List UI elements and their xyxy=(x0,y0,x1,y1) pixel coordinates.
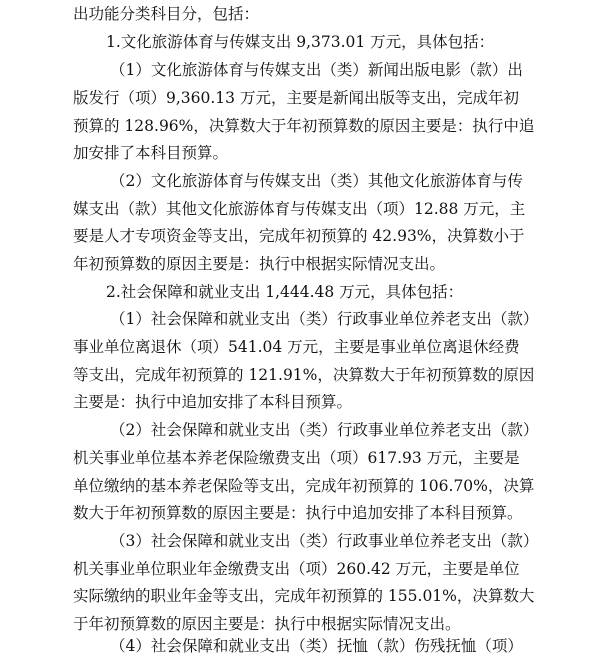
paragraph-line: 年初预算数的原因主要是：执行中根据实际情况支出。 xyxy=(73,255,446,273)
section-heading: 1.文化旅游体育与传媒支出 9,373.01 万元，具体包括： xyxy=(106,33,495,51)
paragraph-line: （4）社会保障和就业支出（类）抚恤（款）伤残抚恤（项） xyxy=(110,637,523,655)
paragraph-line: 媒支出（款）其他文化旅游体育与传媒支出（项）12.88 万元，主 xyxy=(73,200,526,218)
paragraph-line: 要是人才专项资金等支出，完成年初预算的 42.93%，决算数小于 xyxy=(73,227,525,245)
paragraph-line: 于年初预算数的原因主要是：执行中根据实际情况支出。 xyxy=(73,615,461,633)
paragraph-line: 机关事业单位职业年金缴费支出（项）260.42 万元，主要是单位 xyxy=(73,560,520,578)
paragraph-line: （2）文化旅游体育与传媒支出（类）其他文化旅游体育与传 xyxy=(110,172,523,190)
paragraph-line: 主要是：执行中追加安排了本科目预算。 xyxy=(73,393,353,411)
paragraph-line: （1）社会保障和就业支出（类）行政事业单位养老支出（款） xyxy=(110,310,539,328)
paragraph-line: （2）社会保障和就业支出（类）行政事业单位养老支出（款） xyxy=(110,421,539,439)
paragraph-line: 预算的 128.96%，决算数大于年初预算数的原因主要是：执行中追 xyxy=(73,117,535,135)
paragraph-line: 出功能分类科目分，包括： xyxy=(73,5,260,23)
paragraph-line: 数大于年初预算数的原因主要是：执行中追加安排了本科目预算。 xyxy=(73,504,523,522)
paragraph-line: （1）文化旅游体育与传媒支出（类）新闻出版电影（款）出 xyxy=(110,61,523,79)
section-heading: 2.社会保障和就业支出 1,444.48 万元，具体包括： xyxy=(106,283,464,301)
paragraph-line: 实际缴纳的职业年金等支出，完成年初预算的 155.01%，决算数大 xyxy=(73,587,535,605)
paragraph-line: 事业单位离退休（项）541.04 万元，主要是事业单位离退休经费 xyxy=(73,338,520,356)
paragraph-line: 加安排了本科目预算。 xyxy=(73,144,229,162)
paragraph-line: 版发行（项）9,360.13 万元，主要是新闻出版等支出，完成年初 xyxy=(73,89,519,107)
paragraph-line: 机关事业单位基本养老保险缴费支出（项）617.93 万元，主要是 xyxy=(73,449,520,467)
paragraph-line: （3）社会保障和就业支出（类）行政事业单位养老支出（款） xyxy=(110,532,539,550)
paragraph-line: 等支出，完成年初预算的 121.91%，决算数大于年初预算数的原因 xyxy=(73,366,535,384)
paragraph-line: 单位缴纳的基本养老保险等支出，完成年初预算的 106.70%，决算 xyxy=(73,477,535,495)
